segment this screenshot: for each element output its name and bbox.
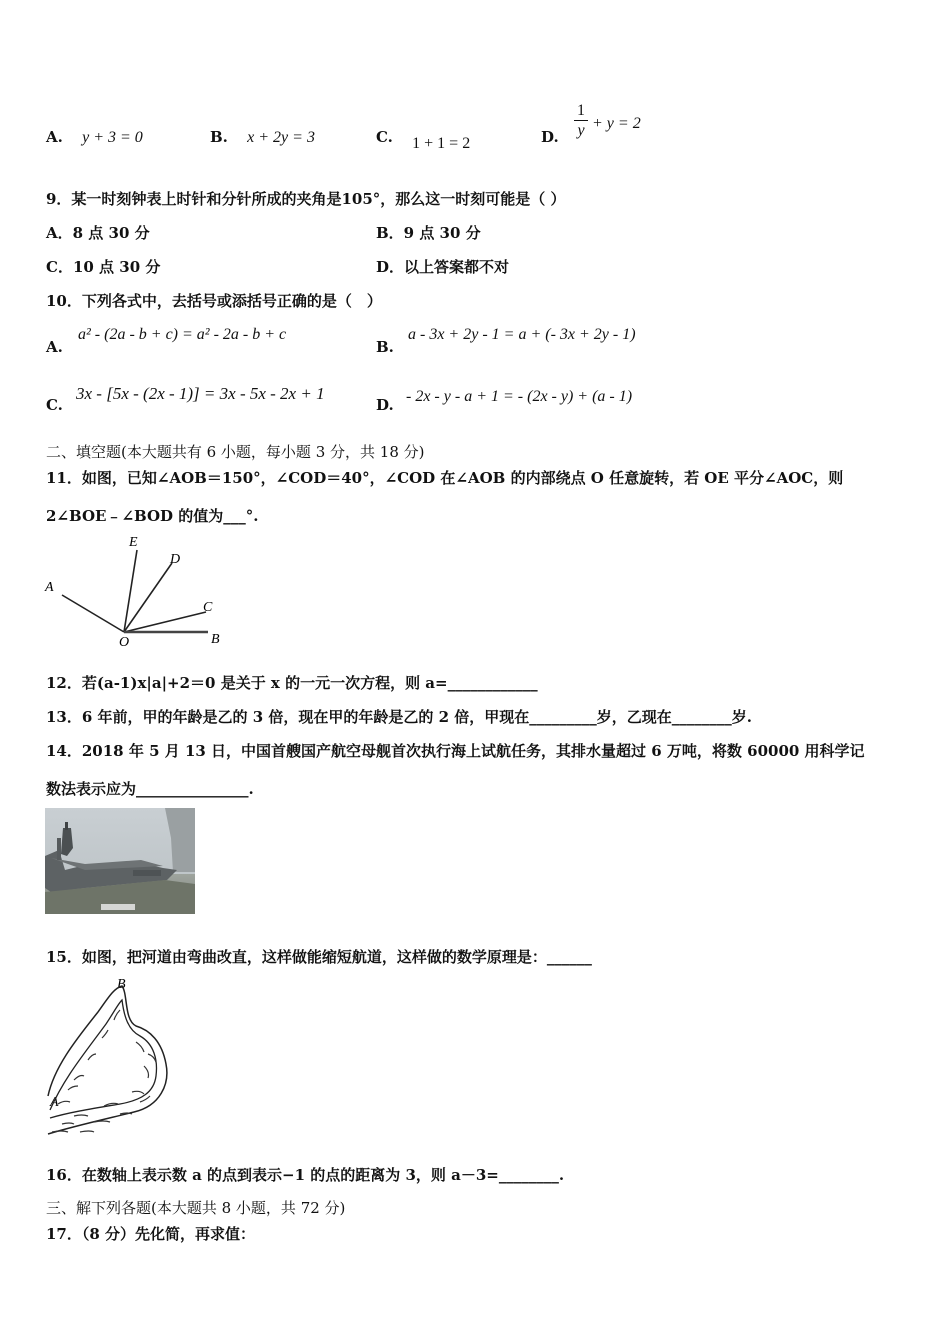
q12-text: 12．若(a-1)x|a|+2＝0 是关于 x 的一元一次方程，则 a=____________ bbox=[46, 674, 538, 692]
q8-option-a-expr: y + 3 = 0 bbox=[82, 129, 143, 146]
q10-option-b-label: B. bbox=[376, 338, 394, 356]
q9-option-a: A．8 点 30 分 bbox=[46, 224, 150, 242]
label-b: B bbox=[117, 977, 126, 992]
q17-text: 17．（8 分）先化简，再求值： bbox=[46, 1225, 256, 1243]
q15-text: 15．如图，把河道由弯曲改直，这样做能缩短航道，这样做的数学原理是：______ bbox=[46, 948, 592, 966]
q11-angle-figure bbox=[40, 533, 240, 648]
label-a: A bbox=[50, 1095, 59, 1110]
q10-option-d-label: D. bbox=[376, 396, 394, 414]
q10-option-a-label: A. bbox=[46, 338, 63, 356]
q8-option-d-label: D. bbox=[541, 128, 559, 146]
q9-stem: 9．某一时刻钟表上时针和分针所成的夹角是105°，那么这一时刻可能是（ ） bbox=[46, 190, 566, 208]
label-o: O bbox=[119, 635, 130, 648]
q8-option-a bbox=[46, 128, 143, 147]
q15-river-figure bbox=[44, 972, 184, 1142]
q10-option-b-expr: a - 3x + 2y - 1 = a + (- 3x + 2y - 1) bbox=[408, 326, 636, 343]
q8-option-c bbox=[376, 128, 471, 152]
label-a: A bbox=[45, 580, 54, 595]
river-outer-bank bbox=[48, 986, 167, 1134]
q11-line-2: 2∠BOE﹣∠BOD 的值为___°. bbox=[46, 507, 259, 525]
q10-option-a-expr: a² - (2a - b + c) = a² - 2a - b + c bbox=[78, 326, 287, 343]
q14-line-1: 14．2018 年 5 月 13 日，中国首艘国产航空母舰首次执行海上试航任务，其排水量超过 6 万吨，将数 60000 用科学记 bbox=[46, 742, 865, 760]
label-e: E bbox=[129, 535, 138, 550]
q8-option-b bbox=[210, 128, 315, 147]
q9-option-d: D．以上答案都不对 bbox=[376, 258, 510, 276]
q10-option-d-expr: - 2x - y - a + 1 = - (2x - y) + (a - 1) bbox=[406, 388, 633, 405]
q8-option-b-label: B. bbox=[210, 128, 228, 146]
label-d: D bbox=[170, 552, 181, 567]
q10-option-c-expr: 3x - [5x - (2x - 1)] = 3x - 5x - 2x + 1 bbox=[76, 384, 325, 403]
q8-option-d-denominator: y bbox=[577, 122, 585, 139]
q8-option-d-fraction bbox=[574, 102, 588, 141]
q8-option-c-label: C. bbox=[376, 128, 393, 146]
label-b: B bbox=[211, 632, 220, 647]
q8-option-d-rest: + y = 2 bbox=[592, 115, 641, 132]
q16-text: 16．在数轴上表示数 a 的点到表示−1 的点的距离为 3，则 a－3=________. bbox=[46, 1166, 565, 1184]
section-3-heading: 三、解下列各题(本大题共 8 小题，共 72 分) bbox=[46, 1199, 346, 1217]
q8-option-c-expr: 1 + 1 = 2 bbox=[412, 135, 471, 152]
q10-option-c-label: C. bbox=[46, 396, 63, 414]
ray-oe bbox=[124, 550, 137, 632]
q8-option-a-label: A. bbox=[46, 128, 63, 146]
label-c: C bbox=[203, 600, 213, 615]
river-inner-bank bbox=[50, 1000, 156, 1118]
q13-text: 13．6 年前，甲的年龄是乙的 3 倍，现在甲的年龄是乙的 2 倍，甲现在_________岁，乙现在________岁. bbox=[46, 708, 753, 726]
q8-option-b-expr: x + 2y = 3 bbox=[247, 129, 315, 146]
q8-option-d-numerator: 1 bbox=[577, 102, 585, 119]
q9-option-b: B．9 点 30 分 bbox=[376, 224, 481, 242]
aircraft-carrier-photo bbox=[45, 808, 195, 914]
q8-option-d bbox=[541, 128, 559, 146]
q10-stem: 10．下列各式中，去括号或添括号正确的是（ ） bbox=[46, 292, 382, 310]
ray-oa bbox=[62, 595, 124, 632]
q11-line-1: 11．如图，已知∠AOB＝150°，∠COD＝40°，∠COD 在∠AOB 的内部绕点 O 任意旋转，若 OE 平分∠AOC，则 bbox=[46, 469, 844, 487]
q9-option-c: C．10 点 30 分 bbox=[46, 258, 161, 276]
section-2-heading: 二、填空题(本大题共有 6 小题，每小题 3 分，共 18 分) bbox=[46, 443, 425, 461]
q14-line-2: 数法表示应为_______________. bbox=[46, 780, 254, 798]
